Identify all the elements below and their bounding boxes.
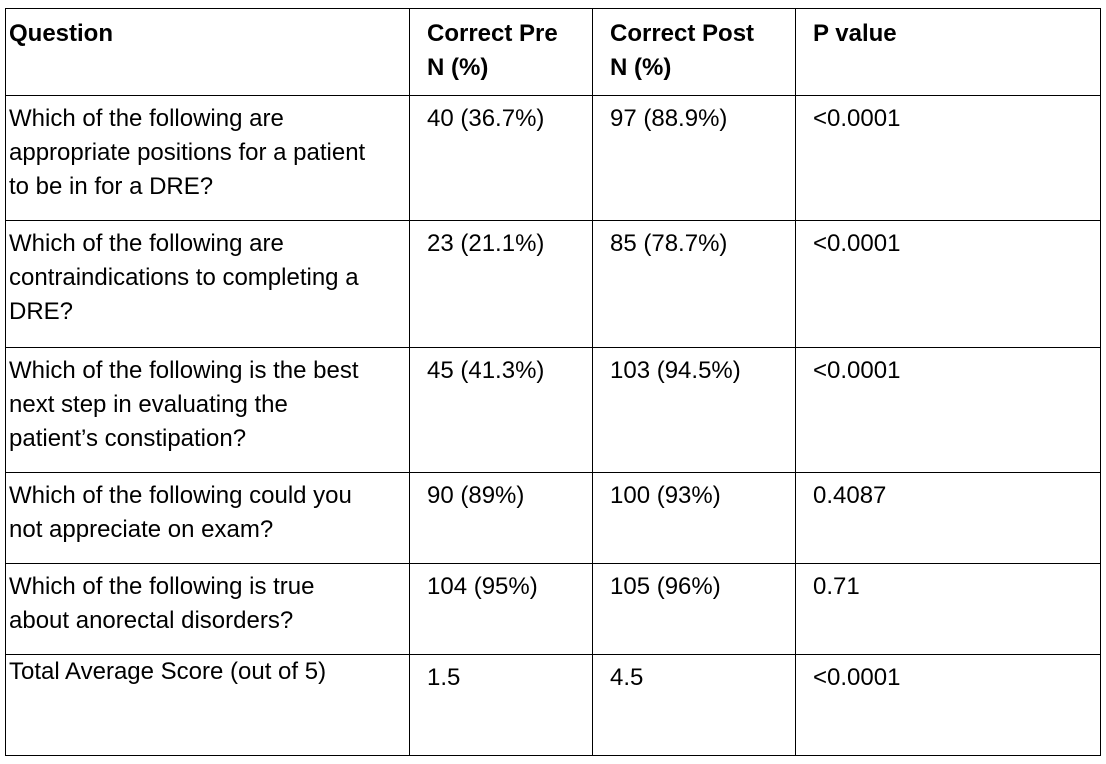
total-correct-post-cell: 4.5 [593,655,796,756]
correct-pre-cell: 90 (89%) [410,473,593,564]
question-cell: Which of the following could you not appreciate on exam? [6,473,410,564]
question-cell: Which of the following is the best next step in evaluating the patient’s constipation? [6,348,410,473]
table-row [6,348,1101,473]
total-row [6,655,1101,756]
results-table [5,8,1101,756]
question-cell: Which of the following is true about anorectal disorders? [6,564,410,655]
header-correct-post: Correct Post N (%) [593,9,796,96]
header-row [6,9,1101,96]
correct-post-cell: 97 (88.9%) [593,96,796,221]
correct-pre-cell: 23 (21.1%) [410,221,593,348]
header-p-value: P value [796,9,1101,96]
header-question: Question [6,9,410,96]
correct-post-cell: 85 (78.7%) [593,221,796,348]
table-row [6,96,1101,221]
table-row [6,473,1101,564]
total-correct-pre-cell: 1.5 [410,655,593,756]
table-row [6,221,1101,348]
total-p-value-cell: <0.0001 [796,655,1101,756]
p-value-cell: <0.0001 [796,96,1101,221]
p-value-cell: 0.71 [796,564,1101,655]
p-value-cell: 0.4087 [796,473,1101,564]
correct-pre-cell: 104 (95%) [410,564,593,655]
correct-pre-cell: 40 (36.7%) [410,96,593,221]
p-value-cell: <0.0001 [796,221,1101,348]
question-cell: Which of the following are contraindications to completing a DRE? [6,221,410,348]
correct-post-cell: 103 (94.5%) [593,348,796,473]
header-correct-pre: Correct Pre N (%) [410,9,593,96]
table-row [6,564,1101,655]
total-label-cell: Total Average Score (out of 5) [6,655,410,756]
correct-post-cell: 100 (93%) [593,473,796,564]
correct-post-cell: 105 (96%) [593,564,796,655]
question-cell: Which of the following are appropriate positions for a patient to be in for a DRE? [6,96,410,221]
p-value-cell: <0.0001 [796,348,1101,473]
correct-pre-cell: 45 (41.3%) [410,348,593,473]
